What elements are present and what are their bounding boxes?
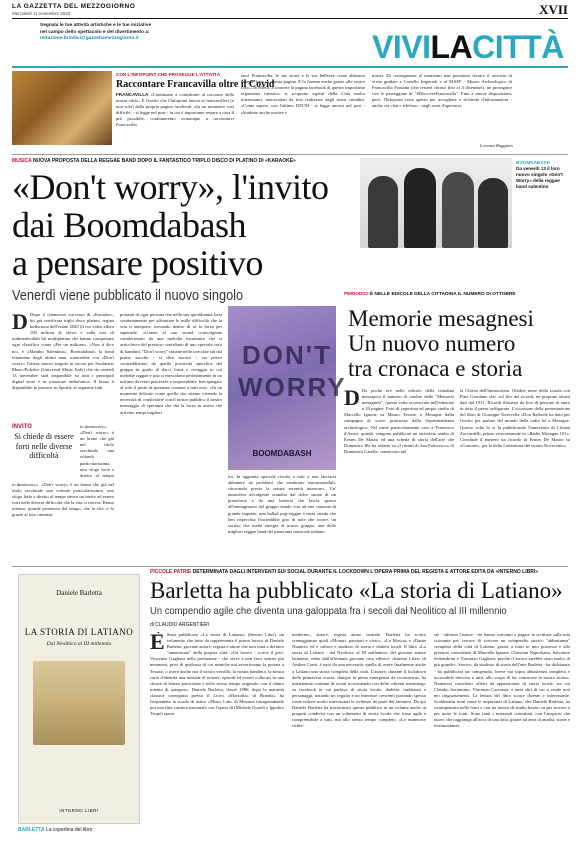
boomdabash-col-1	[12, 312, 114, 424]
info-line-1: Segnala le tue attività artistiche e le tue iniziative	[40, 23, 152, 28]
boomdabash-col-1-text: Dopo il clamoroso successo di «Karaoke», hit già certificata triplo disco platino, regina indiscussa dell'estate 2020 (il cui video allora 100 milioni di views e sulla scia di indimenticabili hit multiplatino che hanno conquistato ogni classifica come «Per un milione», «Non ti dico no» e «Mambo Salentino», Boomdabash, la band fenomeno degli ultimi anni, tornerebbe con «Don't worry» l'attesa nuovo singolo in uscita per Soulmatic Music/Polydor (Universal Music Italy) che da venerdì 13 novembre sarà disponibile su tutti i principali digital store e in rotazione radiofonica. Il brano è disponibile in presave su Spotify al seguente link	[12, 312, 114, 391]
memorie-col-1	[344, 388, 454, 562]
memorie-col-2: la Chiesa dell'Immacolata. Ottobre mese della scuola con Pino Giordano che, sul filo dei ricordi, ne propone alcuni dati dal 1911. Ricordi illustrati da foto di persone di tanto in tutto il paese raffigurate. L'occasione della presentazione del libro di Giuseppe Torrevella «Don Raffaele ha dato per l'invito per parlare del mondo della radio lei a Mesagne. Questa volta lo si fa pubblicando l'intervento di Liliana Zaccardelli, primo vicecomunale in «Radio Mesagne 101». Conclude il numero un ricordo di Ermes De Mauro su «Cutrone», per la della Letteratura del nostro Novecento».	[460, 388, 570, 448]
book-subtitle: Dal Neolitico al III millennio	[46, 641, 112, 647]
latiano-byline: di CLAUDIO ARGENTIERI	[150, 622, 210, 628]
latiano-dropcap: È	[150, 632, 165, 654]
book-title: LA STORIA DI LATIANO	[24, 627, 134, 637]
infopoint-col-1	[116, 92, 234, 150]
section-title-citta: CITTÀ	[472, 29, 564, 65]
band-caption	[516, 160, 570, 190]
latiano-kicker-text: DETERMINATA DAGLI INTERVENTI SUI SOCIAL DURANTE IL LOCKDOWN L'OPERA PRIMA DEL REGISTA E ATTORE EDITA DA «INTERNO LIBRI»	[192, 569, 538, 575]
infopoint-col-3: musei. Di conseguenza al momento non possiamo fornire il servizio di visite guidate a Castello Imperiali e al MAFF - Museo Archeologico di Francavilla Fontana (che resterà chiuso fino al 3 dicembre), ne proseguire con le passeggiate di "#DiscoverFrancavilla". Fino a nuove disposizioni, però, l'Infopoint resta aperto per accogliere e richieste d'informazioni - anche via chat e telefono - negli orari d'apertura»	[372, 73, 512, 109]
boomdabash-headline-l3: a pensare positivo	[12, 243, 263, 283]
book-caption-text: La copertina del libro	[45, 827, 93, 833]
boomdabash-headline-l1: «Don't worry», l'invito	[12, 167, 329, 207]
latiano-headline: Barletta ha pubblicato «La storia di Latiano»	[150, 578, 563, 603]
boomdabash-col-2: portanti di ogni persona che nella sua quotidianità lotta continuamente per affrontare le mille difficoltà che la vita ti antepone, trovando dentro di sé la forza per superarle. «Grazie al suo sound coinvolgente caratterizzato da una melodia incalzante che si arricchisce del prezioso contributo di uno speciale coro di bambini, "Don't worry" rimane nelle orecchie sin dal primo ascolto - si dice ancora -, un pezzo contraddistinto da quella positività specifica del gruppo in grado di darci forza e coraggio in cui melodie raggae e pop si mescolano perfettamente in un tutt'uno davvero piacevole e sorprendente, ben spiegato al sole il grido di speranza comune a tutti noi». «In un momento delicato come quello che stiamo vivendo la necessità di condividere con il nostro pubblico il nostro messaggio di speranza che dia la forza in attesa che arrivino tempi migliori	[120, 312, 222, 415]
album-cover-word-1: DON'T	[242, 340, 332, 370]
book-illustration	[33, 661, 125, 745]
boomdabash-kicker-text: NUOVA PROPOSTA DELLA REGGAE BAND DOPO IL FANTASTICO TRIPLO DISCO DI PLATINO DI «KARAOKE»	[32, 158, 296, 164]
band-member-4	[478, 178, 508, 248]
invito-text: Si chiede di essere forti nelle diverse difficoltà	[14, 432, 74, 460]
francavilla-church-photo	[12, 71, 112, 145]
boomdabash-kicker-tag: MUSICA	[12, 158, 32, 164]
latiano-kicker	[150, 569, 570, 575]
latiano-kicker-tag: PICCOLE PATRIE	[150, 569, 192, 575]
boomdabash-dropcap: D	[12, 312, 28, 334]
book-author: Daniele Barletta	[56, 589, 102, 597]
album-cover	[228, 306, 347, 470]
band-member-3	[442, 172, 474, 248]
page-number: XVII	[539, 2, 568, 17]
memorie-headline-l2: Un nuovo numero	[348, 331, 516, 356]
masthead: LA GAZZETTA DEL MEZZOGIORNO	[12, 3, 136, 10]
boomdabash-headline	[12, 168, 328, 282]
book-cover	[18, 574, 140, 824]
band-member-1	[368, 176, 398, 248]
latiano-col-3: ste - afferma l'autore - mi hanno convinto a pagare la scrittura sulla mia scrivania per cercare di scrivere un compendio storico "abbastanza" completo della città di Latiano, grazie a fonti in mio possesso e alle preziose consulenze di Marcello Ignone, Christian Napolitano, Salvatore Settembrini e Vincenzo Gagliani, perché il lavoro sarebbe stato molto di più grande». Storico, da studioso di storia dell'arte Barletta - ha dichiarato - ha pubblicato un compendio, breve ma sopra abbastanza completo e accessibile davvero a tutti, allo scopo di far conoscere la nostra storia». Numerosi contributi offerti da appassionati di storia locale, tra cui Claudio Sorrentino, Vincenzo Carrassia, e tanti altri di cui si rende noti nei ringraziamenti. La lettura del libro scorre fluente e interessante. Scaldissimi fonti come le importanti di Latiano, che Daniele Barletta, ha ricompensato nelle fonti e con un lavoro di studio basato su per trovare e per unire le fonti. Sono tanti i materiali consultati, con l'auspicio che nuovi che raggiunga all'arco di una data, grazie ad anni di analisi, storie e testimonianze.	[434, 632, 570, 729]
infopoint-location: FRANCAVILLA	[116, 92, 149, 97]
memorie-kicker-tag: PERIODICI	[344, 292, 369, 297]
band-caption-title: BOOMDABASH	[516, 160, 550, 165]
info-box	[40, 23, 250, 43]
issue-date: Mercoledì 11 novembre 2020	[12, 11, 71, 16]
memorie-headline-l1: Memorie mesagnesi	[348, 306, 534, 331]
latiano-col-1	[150, 632, 284, 832]
band-caption-text: Da venerdì 13 il loro nuovo singolo «Don't Worry» della reggae band salentino	[516, 166, 563, 189]
memorie-col-1-text: Da poche ore nelle edicole della cittadina messapica il numero di ottobre delle "Memorie mesagnesi", questa volta accresciuto nell'edizione a 20 pagine. Foto di copertina ed ampio studio di Marcello Ignone su Mauro Tessete a Mesagne dalla campagna di scavo promossa dalla Soprintendenza archeologica. Nel mese particolarmente caro a Francesco d'Assisi, quindi, vengono pubblicati un articolato studio di Ermes De Mauro ed una scheda di storia dell'arte che Domenico Ille ha redatto su «I ritratti di San Francesco» di Domenico Carella, conservata nel	[344, 388, 454, 454]
boomdabash-col-3: tra. In aggiunta speciale rivolta a tutti a non lasciarsi abbattere da problemi che sembrano insormontabili, ritrovando presto la nostra serenità interiore». Un' atmosfera avvolgente scandita dal dolce suono di un pianoforte e da una batteria che lascia spazio all'immaginario del gruppo dando vita ad una canzone di grande impatto, una ballad pop-reggae a metà strada che ben rispecchia l'incredibile giro di note che scorre, un sorriso che mette energia al nostro gruppo, una delle migliori reggae band del panorama musicale italiano.	[228, 474, 336, 534]
section-rule	[12, 66, 568, 68]
memorie-kicker	[344, 292, 570, 297]
boomdabash-headline-l2: dai Boomdabash	[12, 205, 246, 245]
section-title-vivi: VIVI	[372, 29, 431, 65]
book-caption	[18, 827, 92, 833]
masthead-rule	[12, 18, 568, 19]
infopoint-col-1-text: «Continuare a contribuire al racconto della nostra città». E l'invito che l'Infopoint lancia ai francavillesi (e non solo) dalla propria pagina facebook. «In un momento così difficile, - si legge nel post - in cui è importante restare a casa il più possibile, continueremo comunque a raccontarvi Francavilla.	[116, 92, 234, 128]
section-title-la: LA	[430, 29, 473, 65]
infopoint-col-2: tarvi Francavilla, le sue storie e le sue bellezze come abbiamo sempre fatto su questa pagina. E lo faremo anche grazie alle vostre foto». In effetti, a scorrere la pagina facebook di questo importante organismo turistico, si scoprono aspetti della Città molto interessanti, immortalati da foto realizzate dagli stessi cittadini. «Come sapete, con l'ultimo DPCM - si legge ancora nel post - chiudono anche mostre e	[241, 73, 365, 115]
latiano-col-2: moderna», autore, regista attore teatrale. Barletta ha scritto sceneggiature quali «Monari, passioni e vizio», «La Mosca» e «Dante Nuance» ed è cultore e studioso di storia e dialetti locali. Il libro «La storia di Latiano - dal Neolitico al III millennio» del giovane autore latianese, edito dall'affermata giovane casa editrice «Interno Libri» di Andrea Conti, è nato da una necessità, quella di avere finalmente anche a Latiano una storia completa della città. L'autore, durante il lockdown della primavera scorsa, dunque in piena emergenza da coronavirus, ha intrattenuto continui di social ricostruendo con delle «dirette streaming» su facebook in cui parlava di storia locale, dialetto, tradizioni e personaggi, notando un seguito e un interesse crescenti portando spesso come notizie molto interessanti le richieste da parte dei latianesi. Da qui Daniele Barletta ha trasformato questo pubblico in un volume anche in progetti condivisi con un volumetto di storia locale che fosse agile e comprensibile a tutti, ma allo stesso tempo completo. «Le numerose richie-	[292, 632, 426, 729]
boomdabash-kicker	[12, 158, 296, 164]
invito-label: INVITO	[12, 424, 32, 430]
memorie-headline	[348, 306, 570, 381]
info-line-2: nel campo dello spettacolo e del divertimento a:	[40, 29, 150, 35]
infopoint-kicker: CON L'INFOPOINT CHE PROSEGUE L'ATTIVITÀ	[116, 72, 221, 77]
memorie-kicker-text: È NELLE EDICOLE DELLA CITTADINA IL NUMERO DI OTTOBRE	[369, 292, 516, 297]
album-cover-band: BOOMDABASH	[252, 449, 312, 458]
memorie-dropcap: D	[344, 388, 360, 410]
section-title	[372, 30, 564, 64]
memorie-headline-l3: tra cronaca e storia	[348, 356, 523, 381]
book-publisher: INTERNO LIBRI	[59, 808, 99, 813]
divider-2	[12, 566, 568, 567]
infopoint-headline: Raccontare Francavilla oltre il Covid	[116, 79, 275, 90]
boomdabash-subhead: Venerdì viene pubblicato il nuovo singolo	[12, 287, 244, 304]
book-caption-tag: BARLETTA	[18, 827, 45, 833]
info-email-link[interactable]: redazione.brindisi@gazzettamezzogiorno.it	[40, 36, 139, 41]
band-photo	[360, 158, 512, 248]
boomdabash-col-1-cont: to.dontworry». «Don't worry» è un brano che già nel titolo racchiude una volontà particolarissima, uno sfogo forte e diretto al tempo	[80, 424, 114, 478]
boomdabash-col-1-tail: to.dontworry». «Don't worry» è un brano che già nel titolo racchiude una volontà particolarissima, uno sfogo forte e diretto al tempo stesso un invito ad essere forti nelle diverse difficoltà che la vita ci riserva. Brano intenso, grande promesso del tempo, che la vita ci fa grazie ai loro ottimisti	[12, 482, 114, 518]
album-cover-word-2: WORRY	[238, 372, 347, 402]
latiano-col-1-text: Stato pubblicato «La storia di Latiano» (Interno Libri), un volumetto che fatto da rapperesenta il primo lavoro di Daniele Barletta, giovane autore, regista e attore che non esita a definire "amamorato" della propria città. «Un lavoro - scrive il prof. Vincenzo Gagliani nella prefazione - che serve a non farci sentire più nemmeni, privi di qualcosa di cui neanche noi avvertivamo la portata a Tessito, o avere anche noi il nostro vessillo, la nostra bandiera, la nostra carta d'identità una miriade di notizie, episodi ed eventi collocati in una chiave di lettura particolare e nello stesso tempo originale, con il chiaro intento di spiegare». Daniele Barletta, classe 1986, dopo la maturità classica conseguita presso il Liceo «Marzolla» di Brindisi, ha frequentato la scuola di teatro «Music Lab» di Messina intraprendendo poi una fitta carriera nazionale con l'opera di (Michele Guardi e Ippolito Teopè) opera	[150, 632, 284, 717]
infopoint-byline: Lorenzo Ruggiero	[480, 143, 513, 148]
latiano-subhead: Un compendio agile che diventa una galoppata fra i secoli dal Neolitico al III millennio	[150, 605, 507, 617]
divider-1	[12, 154, 568, 155]
invito-box	[12, 424, 76, 478]
band-member-2	[404, 168, 436, 248]
